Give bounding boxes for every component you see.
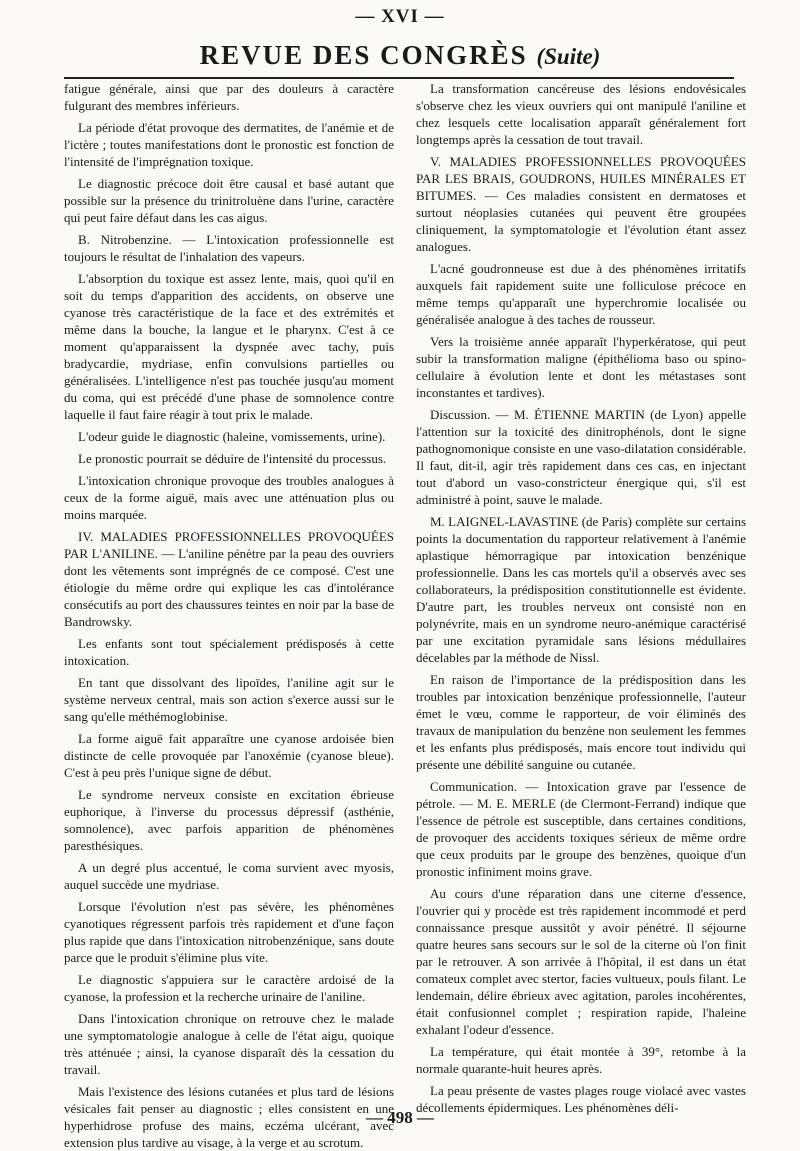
paragraph: Le diagnostic s'appuiera sur le caractère ardoisé de la cyanose, la profession et la recherche urinaire de l'aniline.	[64, 972, 394, 1004]
title-main: REVUE DES CONGRÈS	[199, 40, 528, 70]
paragraph: L'acné goudronneuse est due à des phénomènes irritatifs auxquels fait rapidement suite une folliculose précoce en même temps qu'apparaît une hyperchromie localisée ou généralisée analogue à des taches de rousseur.	[416, 261, 746, 327]
discussion-paragraph: Discussion. — M. ÉTIENNE MARTIN (de Lyon) appelle l'attention sur la toxicité des dinitrophénols, dont le signe pathognomonique consiste en une vaso-dilatation considérable. Il faut, dit-il, agir très rapidement dans ces cas, en injectant tout d'abord un vaso-constricteur énergique qui, s'il est administré à point, sauve le malade.	[416, 407, 746, 507]
paragraph: L'odeur guide le diagnostic (haleine, vomissements, urine).	[78, 429, 386, 444]
paragraph: La température, qui était montée à 39°, retombe à la normale quarante-huit heures après.	[416, 1044, 746, 1076]
paragraph: Le syndrome nerveux consiste en excitation ébrieuse euphorique, à l'inverse du processus dépressif (asthénie, somnolence), avec parfois apparition de phénomènes paresthésiques.	[64, 787, 394, 853]
left-column	[64, 80, 394, 1150]
paragraph: En tant que dissolvant des lipoïdes, l'aniline agit sur le système nerveux central, mais son action s'exerce aussi sur le sang qu'elle méthémoglobinise.	[64, 675, 394, 724]
title-rule	[64, 77, 734, 79]
page-title	[0, 40, 800, 71]
paragraph: Le pronostic pourrait se déduire de l'intensité du processus.	[78, 451, 387, 466]
section-heading-paragraph: V. MALADIES PROFESSIONNELLES PROVOQUÉES PAR LES BRAIS, GOUDRONS, HUILES MINÉRALES ET BITUMES. — Ces maladies consistent en dermatoses et surtout néoplasies cutanées qui peuvent être groupées cliniquement, la symptomatologie et l'évolution étant assez analogues.	[416, 154, 746, 254]
paragraph: Au cours d'une réparation dans une citerne d'essence, l'ouvrier qui y procède est très rapidement incommodé et perd connaissance presque aussitôt y avoir pénétré. Il séjourne quatre heures sans secours sur le sol de la citerne où l'on finit par le retrouver. A son arrivée à l'hôpital, il est dans un état comateux complet avec stertor, facies vultueux, pouls filant. Le lendemain, délire ébrieux avec agitation, paroles incohérentes, était confusionnel complet ; respiration rapide, l'haleine exhalant l'odeur d'essence.	[416, 886, 746, 1037]
title-suite: (Suite)	[536, 44, 601, 69]
paragraph: Lorsque l'évolution n'est pas sévère, les phénomènes cyanotiques régressent parfois très rapidement et d'une façon plus rapide que dans l'intoxication nitrobenzénique, sans doute parce que le produit s'élimine plus vite.	[64, 899, 394, 965]
roman-page-marker: — XVI —	[355, 6, 445, 27]
paragraph: Les enfants sont tout spécialement prédisposés à cette intoxication.	[64, 636, 394, 668]
section-heading-paragraph: IV. MALADIES PROFESSIONNELLES PROVOQUÉES PAR L'ANILINE. — L'aniline pénètre par la peau des ouvriers dont les vêtements sont imprégnés de ce composé. C'est une étiologie du même ordre qui explique les cas d'intolérance consécutifs au port des chaussures teintes en noir par la base de Bandrowsky.	[64, 529, 394, 629]
paragraph: Vers la troisième année apparaît l'hyperkératose, qui peut subir la transformation maligne (épithélioma baso ou spino-cellulaire à évolution lente et dont les métastases sont inconstantes et tardives).	[416, 334, 746, 400]
paragraph: La forme aiguë fait apparaître une cyanose ardoisée bien distincte de celle provoquée par l'anoxémie (cyanose bleue). C'est à peu près l'unique signe de début.	[64, 731, 394, 780]
page-number: — 498 —	[366, 1108, 434, 1127]
paragraph: La transformation cancéreuse des lésions endovésicales s'observe chez les vieux ouvriers qui ont manipulé l'aniline et chez lesquels cette localisation apparaît généralement fort longtemps après la cessation de tout travail.	[416, 81, 746, 147]
paragraph: En raison de l'importance de la prédisposition dans les troubles par intoxication benzénique professionnelle, l'auteur émet le vœu, comme le rapporteur, de voir éliminés des travaux de manipulation du benzène non seulement les femmes et les enfants plus prédisposés, mais encore tout individu qui présente une débilité sanguine ou cutanée.	[416, 672, 746, 772]
paragraph: Mais l'existence des lésions cutanées et plus tard de lésions vésicales fait penser au diagnostic ; elles consistent en une hyperhidrose profuse des mains, eczéma ulcérant, avec extension plus tardive au visage, à la verge et au scrotum.	[64, 1084, 394, 1150]
paragraph: Dans l'intoxication chronique on retrouve chez le malade une symptomatologie analogue à celle de l'état aigu, quoique très atténuée ; ainsi, la cyanose disparaît dès la cessation du travail.	[64, 1011, 394, 1077]
paragraph: Le diagnostic précoce doit être causal et basé autant que possible sur la présence du trinitroluène dans l'urine, caractère qui peut faire défaut dans les cas aigus.	[64, 176, 394, 225]
paragraph: B. Nitrobenzine. — L'intoxication professionnelle est toujours le résultat de l'inhalation des vapeurs.	[64, 232, 394, 264]
paragraph: A un degré plus accentué, le coma survient avec myosis, auquel succède une mydriase.	[64, 860, 394, 892]
paragraph: M. LAIGNEL-LAVASTINE (de Paris) complète sur certains points la documentation du rapporteur relativement à l'anémie aplastique hémorragique par intoxication benzénique professionnelle. Dans les cas mortels qu'il a observés avec ses collaborateurs, la prédisposition constitutionnelle est évidente. D'autre part, les troubles nerveux ont consisté non en polynévrite, mais en un syndrome neuro-anémique caractérisé par une excitation pyramidale sans lésions médullaires décelables par la méthode de Nissl.	[416, 514, 746, 665]
paragraph: fatigue générale, ainsi que par des douleurs à caractère fulgurant des membres inférieurs.	[64, 81, 394, 113]
paragraph: L'intoxication chronique provoque des troubles analogues à ceux de la forme aiguë, mais avec une atténuation plus ou moins marquée.	[64, 473, 394, 522]
communication-paragraph: Communication. — Intoxication grave par l'essence de pétrole. — M. E. MERLE (de Clermont-Ferrand) indique que l'essence de pétrole est susceptible, dans certaines conditions, de provoquer des accidents toxiques sérieux de même ordre que ceux produits par le groupe des benzènes, quoique d'un pronostic infiniment moins grave.	[416, 779, 746, 879]
right-column	[416, 80, 746, 1115]
paragraph: L'absorption du toxique est assez lente, mais, quoi qu'il en soit du temps d'apparition des accidents, on observe une cyanose très caractéristique de la face et des extrémités et même dans la bouche, la langue et le pharynx. C'est à ce moment qu'apparaissent la dyspnée avec tachy, puis bradycardie, mydriase, enfin convulsions partielles ou généralisées. L'intelligence n'est pas touchée jusqu'au moment du coma, qui est précédé d'une phase de somnolence contre laquelle il faut faire réagir à tout prix le malade.	[64, 271, 394, 422]
paragraph: La peau présente de vastes plages rouge violacé avec vastes décollements épidermiques. Les phénomènes déli-	[416, 1083, 746, 1115]
paragraph: La période d'état provoque des dermatites, de l'anémie et de l'ictère ; toutes manifestations dont le pronostic est fonction de l'intensité de l'imprégnation toxique.	[64, 120, 394, 169]
